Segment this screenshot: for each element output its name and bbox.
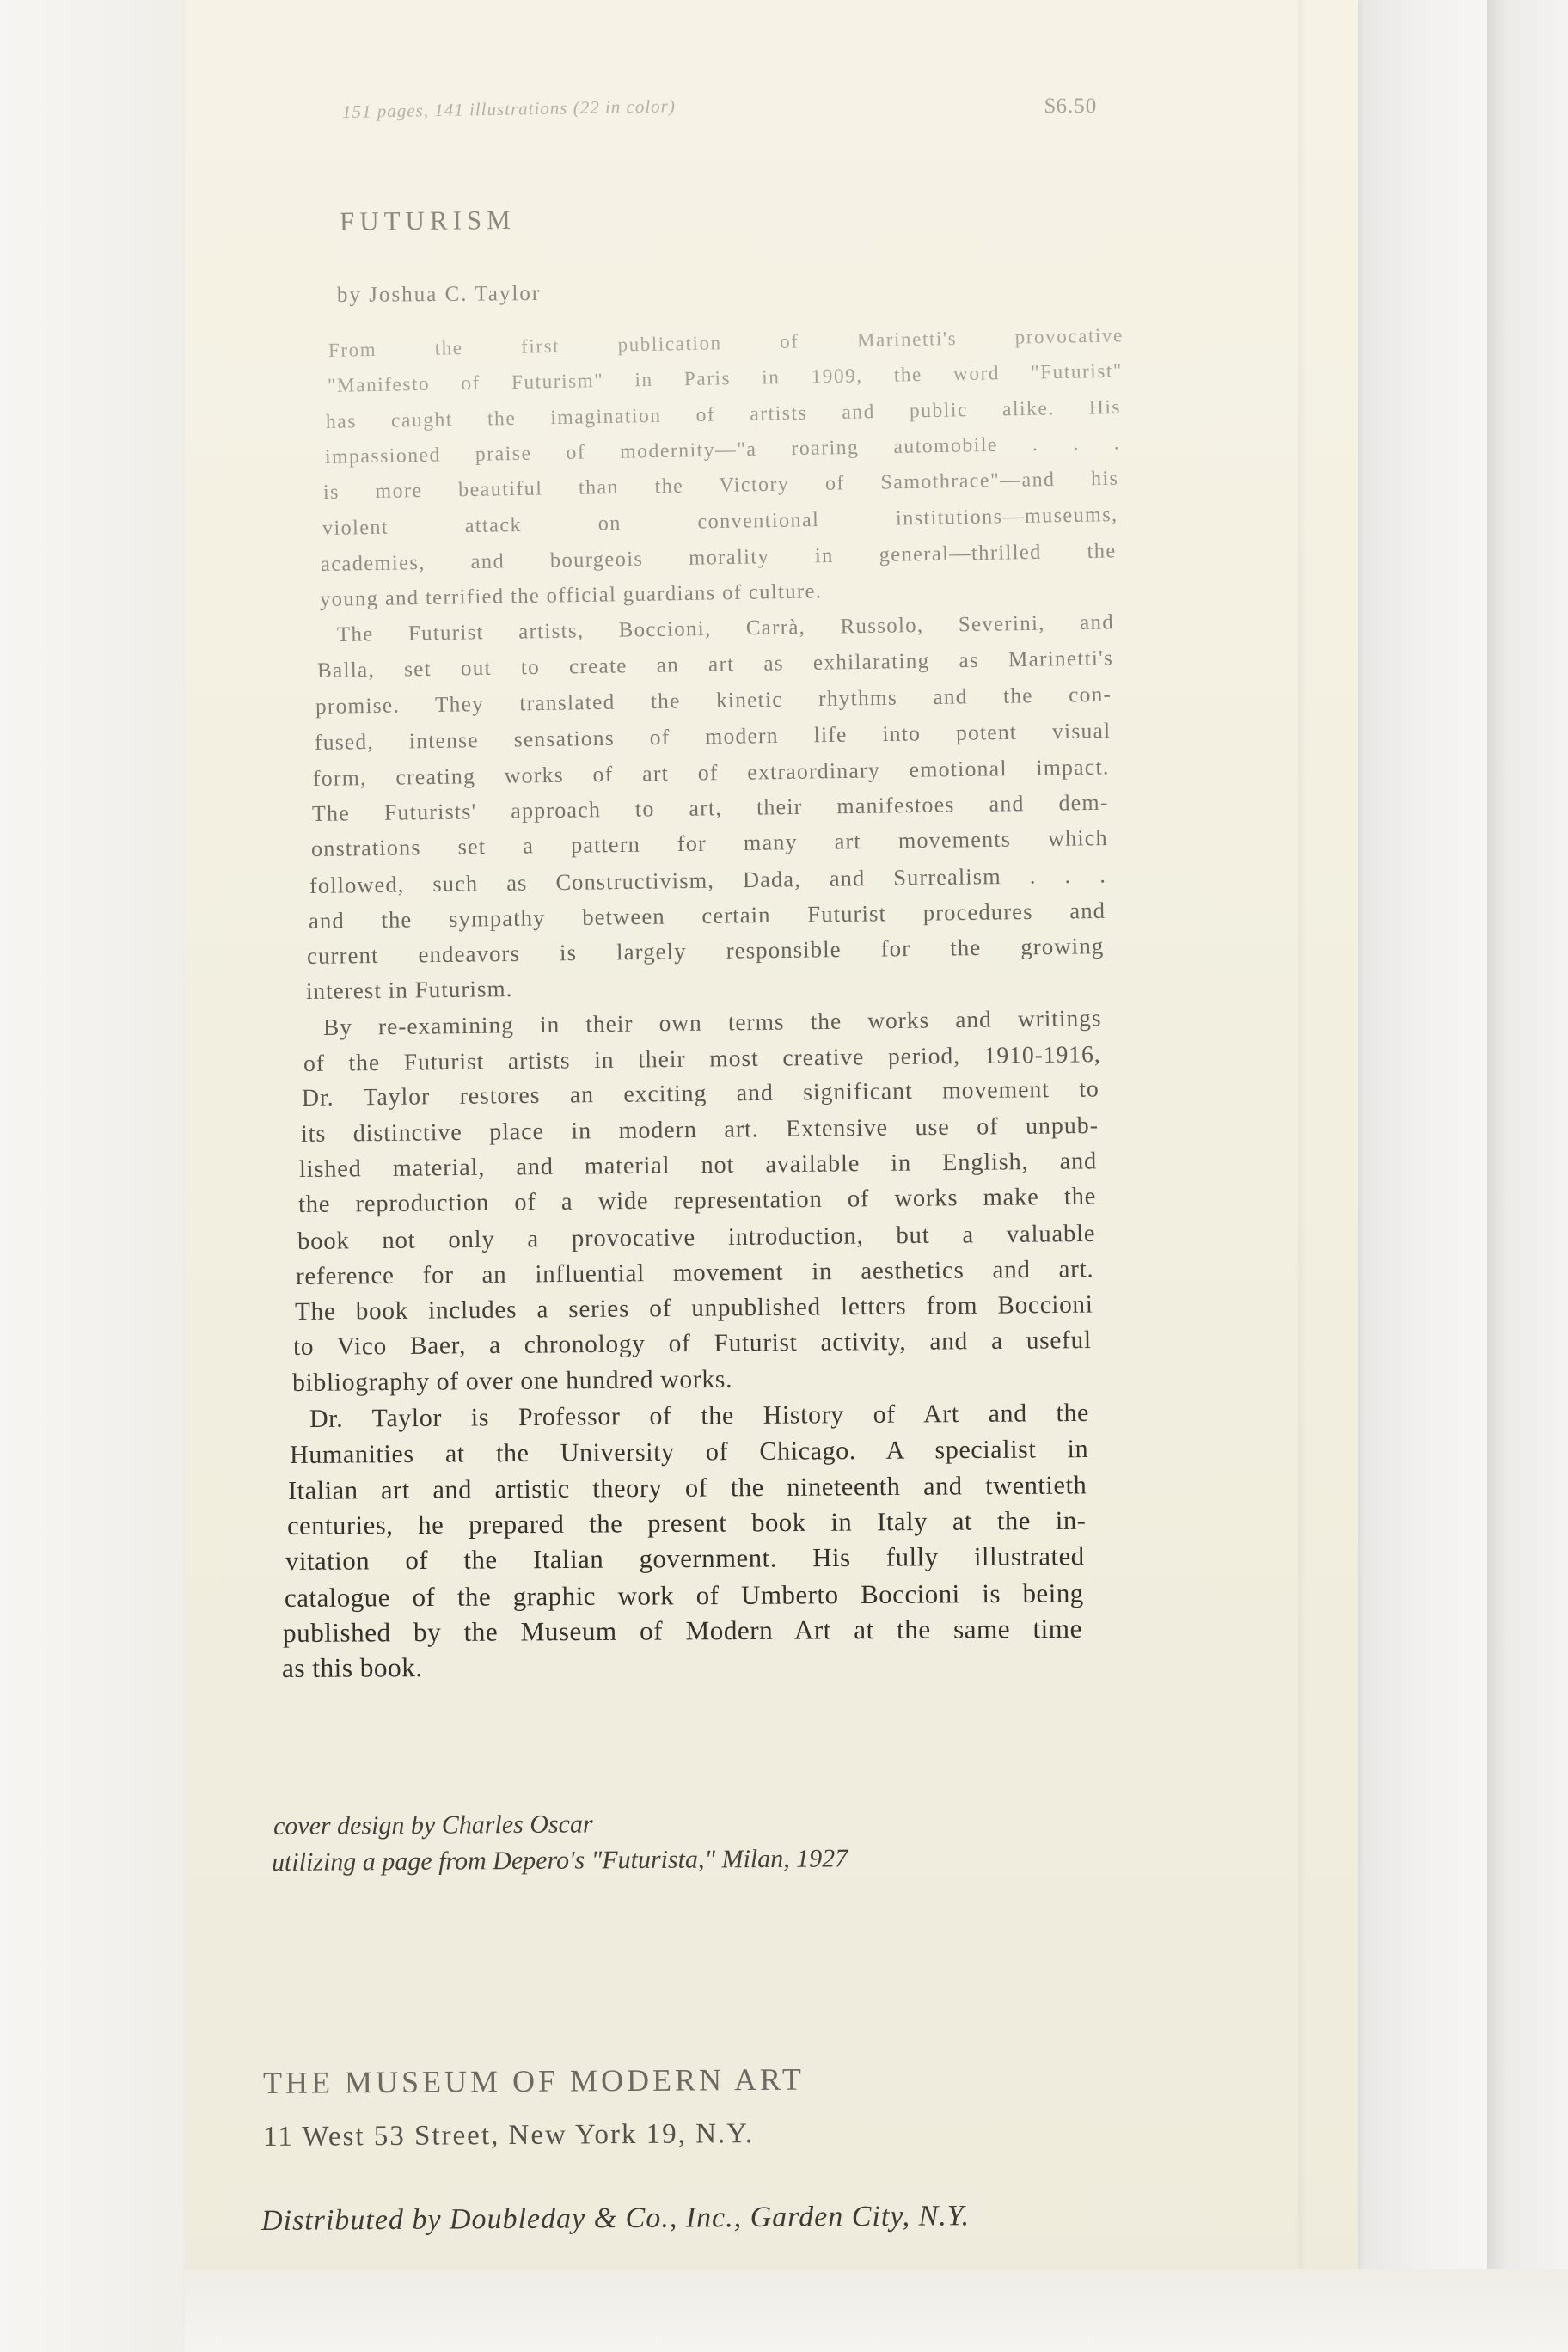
book-board	[1358, 0, 1487, 2352]
bottom-paper-strip	[185, 2269, 1568, 2352]
body-line: centuries, he prepared the present book in Italy at the in-	[286, 1505, 1087, 1540]
cover-credit-line-1: cover design by Charles Oscar	[273, 1810, 593, 1841]
body-line: its distinctive place in modern art. Extensive use of unpub-	[300, 1112, 1099, 1148]
body-line: reference for an influential movement in aesthetics and art.	[295, 1255, 1094, 1290]
body-line: young and terrified the official guardians of culture.	[319, 579, 823, 612]
body-line: book not only a provocative introduction, but a valuable	[297, 1219, 1095, 1255]
body-line: vitation of the Italian government. His fully illustrated	[285, 1541, 1086, 1577]
body-line: of the Futurist artists in their most creative period, 1910-1916,	[303, 1040, 1101, 1076]
body-line: The Futurists' approach to art, their manifestoes and dem-	[311, 789, 1109, 826]
body-line: From the first publication of Marinetti's provocative	[328, 324, 1124, 361]
body-line: impassioned praise of modernity—"a roaring automobile . . .	[324, 432, 1121, 469]
body-line: has caught the imagination of artists and public alike. His	[325, 395, 1122, 433]
distributor-line: Distributed by Doubleday & Co., Inc., Garden City, N.Y.	[260, 2200, 971, 2237]
body-line: as this book.	[281, 1652, 423, 1684]
body-line: form, creating works of art of extraordinary emotional impact.	[313, 754, 1111, 791]
publisher-address: 11 West 53 Street, New York 19, N.Y.	[262, 2118, 755, 2153]
publisher-name: THE MUSEUM OF MODERN ART	[262, 2061, 805, 2100]
flap-fold-shadow	[1298, 0, 1307, 2321]
body-line: to Vico Baer, a chronology of Futurist activity, and a useful	[292, 1326, 1093, 1362]
body-line: academies, and bourgeois morality in general—thrilled the	[320, 539, 1118, 576]
body-line: catalogue of the graphic work of Umberto Boccioni is being	[284, 1577, 1084, 1613]
body-line: onstrations set a pattern for many art movements which	[310, 825, 1108, 862]
body-line: The Futurist artists, Boccioni, Carrà, Russolo, Severini, and	[337, 610, 1115, 647]
book-board-edge	[1487, 0, 1568, 2352]
body-line: The book includes a series of unpublished letters from Boccioni	[294, 1290, 1093, 1326]
body-line: "Manifesto of Futurism" in Paris in 1909, the word "Futurist"	[327, 359, 1123, 398]
body-line: published by the Museum of Modern Art at the same time	[283, 1613, 1083, 1648]
body-line: is more beautiful than the Victory of Samothrace"—and his	[322, 467, 1119, 505]
price: $6.50	[1044, 95, 1098, 118]
body-line: the reproduction of a wide representation of works make the	[297, 1183, 1097, 1219]
body-line: Dr. Taylor restores an exciting and significant movement to	[302, 1075, 1100, 1112]
body-line: current endeavors is largely responsible for the growing	[306, 933, 1105, 970]
author-byline: by Joshua C. Taylor	[336, 281, 542, 307]
background-left	[0, 0, 198, 2352]
body-line: and the sympathy between certain Futurist procedures and	[308, 897, 1106, 934]
cover-credit-line-2: utilizing a page from Depero's "Futurista," Milan, 1927	[271, 1844, 848, 1877]
body-line: Italian art and artistic theory of the nineteenth and twentieth	[288, 1469, 1087, 1505]
body-line: interest in Futurism.	[305, 976, 513, 1005]
page-count-info: 151 pages, 141 illustrations (22 in color)	[341, 95, 677, 122]
book-title: FUTURISM	[339, 204, 516, 236]
body-line: fused, intense sensations of modern life into potent visual	[314, 718, 1112, 756]
body-line: Dr. Taylor is Professor of the History of Art and the	[309, 1398, 1090, 1433]
body-line: followed, such as Constructivism, Dada, and Surrealism . . .	[309, 861, 1107, 898]
body-line: bibliography of over one hundred works.	[291, 1365, 732, 1397]
body-line: Balla, set out to create an art as exhilarating as Marinetti's	[316, 646, 1114, 683]
body-line: By re-examining in their own terms the works and writings	[323, 1004, 1102, 1040]
body-line: Humanities at the University of Chicago. A specialist in	[289, 1434, 1089, 1470]
body-line: lished material, and material not available in English, and	[299, 1148, 1098, 1183]
body-line: promise. They translated the kinetic rhythms and the con-	[315, 682, 1112, 719]
body-line: violent attack on conventional institutions—museums,	[322, 503, 1118, 540]
